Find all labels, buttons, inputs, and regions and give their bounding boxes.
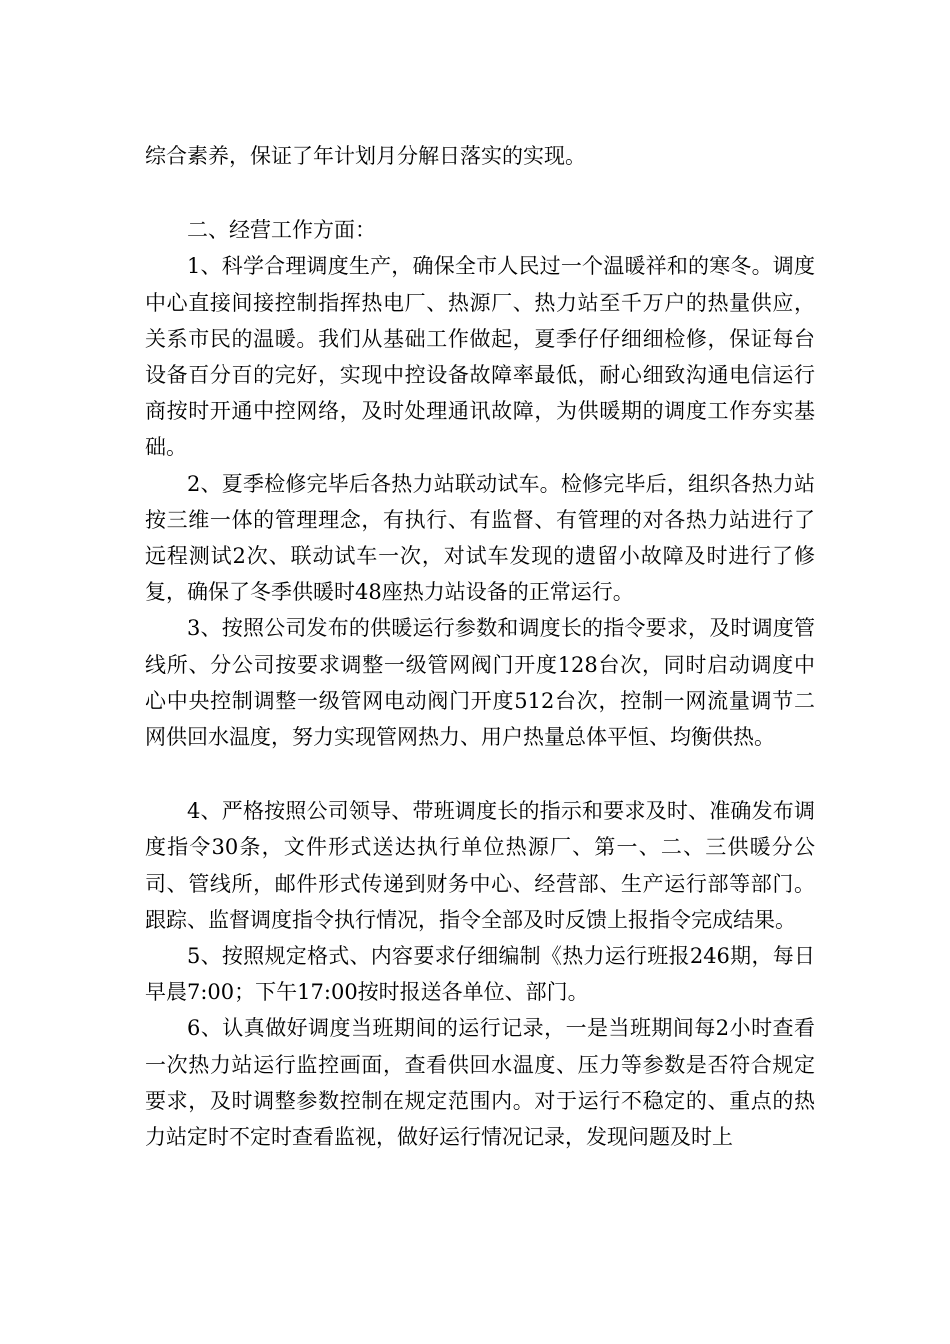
paragraph-item-1: 1、科学合理调度生产，确保全市人民过一个温暖祥和的寒冬。调度中心直接间接控制指挥热电厂、热源厂、热力站至千万户的热量供应，关系市民的温暖。我们从基础工作做起，夏季仔仔细细检修，保证每台设备百分百的完好，实现中控设备故障率最低，耐心细致沟通电信运行商按时开通中控网络，及时处理通讯故障，为供暖期的调度工作夯实基础。 [145, 254, 815, 460]
section-heading: 二、经营工作方面： [187, 218, 376, 243]
paragraph-item-3: 3、按照公司发布的供暖运行参数和调度长的指令要求，及时调度管线所、分公司按要求调整一级管网阀门开度128台次，同时启动调度中心中央控制调整一级管网电动阀门开度512台次，控制一网流量调节二网供回水温度，努力实现管网热力、用户热量总体平恒、均衡供热。 [145, 616, 815, 750]
paragraph-item-6: 6、认真做好调度当班期间的运行记录，一是当班期间每2小时查看一次热力站运行监控画面，查看供回水温度、压力等参数是否符合规定要求，及时调整参数控制在规定范围内。对于运行不稳定的、重点的热力站定时不定时查看监视，做好运行情况记录，发现问题及时上 [145, 1016, 815, 1150]
paragraph-item-2: 2、夏季检修完毕后各热力站联动试车。检修完毕后，组织各热力站按三维一体的管理理念，有执行、有监督、有管理的对各热力站进行了远程测试2次、联动试车一次，对试车发现的遗留小故障及时进行了修复，确保了冬季供暖时48座热力站设备的正常运行。 [145, 471, 815, 605]
continuation-paragraph: 综合素养，保证了年计划月分解日落实的实现。 [145, 144, 586, 168]
paragraph-item-5: 5、按照规定格式、内容要求仔细编制《热力运行班报246期，每日早晨7:00；下午17:00按时报送各单位、部门。 [145, 944, 815, 1005]
paragraph-item-4: 4、严格按照公司领导、带班调度长的指示和要求及时、准确发布调度指令30条，文件形式送达执行单位热源厂、第一、二、三供暖分公司、管线所，邮件形式传递到财务中心、经营部、生产运行部等部门。跟踪、监督调度指令执行情况，指令全部及时反馈上报指令完成结果。 [145, 799, 815, 932]
document-body [145, 138, 815, 1155]
